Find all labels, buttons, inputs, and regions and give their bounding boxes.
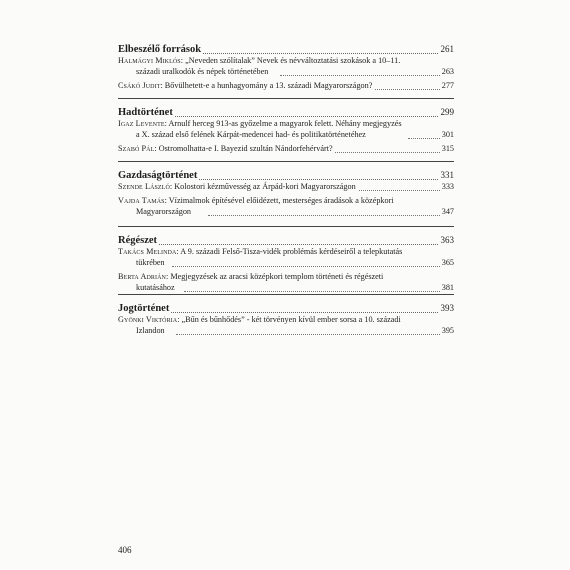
dot-leader [176,334,454,335]
toc-entry [118,315,454,337]
entry-title-line2: Izlandon [136,326,165,335]
toc-entry [118,144,454,155]
entry-title-line2: a X. század első felének Kárpát-medencei had- és politikatörténetéhez [136,130,366,139]
entry-author: Takács Melinda [118,247,177,256]
page-number: 406 [118,545,132,555]
section-regeszet [118,234,454,294]
section-jogtortenet [118,302,454,337]
toc-entry [118,272,454,294]
entry-page-number: 381 [441,282,454,292]
entry-author: Vajda Tamás [118,196,165,205]
section-page-number: 393 [440,303,454,313]
section-title: Hadtörténet [118,107,173,118]
entry-page-number: 333 [441,182,454,192]
section-page-number: 331 [440,170,454,180]
dot-leader [280,75,454,76]
toc-entry [118,196,454,218]
entry-title-line1: : Arnulf herceg 913-as győzelme a magyarok felett. Néhány megjegyzés [164,119,402,128]
section-page-number: 299 [440,107,454,117]
section-divider [118,294,454,295]
entry-title-line1: : Bővülhetett-e a hunhagyomány a 13. századi Magyarországon? [160,80,373,90]
section-page-number: 363 [440,235,454,245]
entry-title-line1: : Kolostori kézművesség az Árpád-kori Magyarországon [169,182,356,191]
entry-title-line1: : Ostromolhatta-e I. Bayezid szultán Nándorfehérvárt? [154,143,333,153]
dot-leader [208,215,454,216]
entry-title-line1: : „Bűn és bűnhődés” - két törvényen kívül ember sorsa a 10. századi [177,315,401,324]
entry-author: Igaz Levente [118,119,165,128]
section-heading [118,106,454,119]
section-divider [118,98,454,99]
toc-entry [118,56,454,78]
toc-entry [118,119,454,141]
entry-page-number: 315 [441,144,454,153]
entry-title-line1: : Megjegyzések az aracsi középkori templom történeti és régészeti [166,271,384,281]
section-heading [118,302,454,315]
dot-leader [118,244,454,245]
entry-title-line2: Magyarországon [136,207,192,216]
entry-page-number: 277 [441,81,454,90]
section-page-number: 261 [440,44,454,54]
toc-entry [118,81,454,92]
entry-author: Szende László [118,182,170,191]
section-heading [118,169,454,182]
section-divider [118,226,454,227]
entry-page-number: 263 [441,67,454,76]
entry-title-line1: : A 9. századi Felső-Tisza-vidék problémás kérdéseiről a telepkutatás [176,247,403,256]
section-gazdasagtortenet [118,169,454,218]
entry-title-line1: : Vízimalmok építésével előidézett, mesterséges áradások a középkori [164,196,394,205]
section-divider [118,161,454,162]
toc-entry [118,182,454,193]
entry-title-line2: századi uralkodók és népek történetében [136,67,269,76]
section-heading [118,234,454,247]
entry-page-number: 301 [441,130,454,139]
section-elbeszelo-forrasok [118,43,454,92]
entry-author: Halmágyi Miklós [118,56,181,65]
section-hadtortenet [118,106,454,155]
entry-author: Szabó Pál [118,143,155,153]
section-title: Gazdaságtörténet [118,170,198,181]
entry-author: Gyönki Viktória [118,315,178,324]
entry-author: Berta Adrián [118,271,166,281]
entry-page-number: 365 [441,258,454,267]
entry-page-number: 395 [441,326,454,335]
section-title: Régészet [118,235,158,246]
dot-leader [172,266,454,267]
entry-title-line2: kutatásához [136,282,175,292]
entry-page-number: 347 [441,207,454,216]
entry-title-line2: tükrében [136,258,165,267]
entry-title-line1: : „Neveden szólítalak” Nevek és névváltoztatási szokások a 10–11. [180,56,401,65]
entry-author: Csákó Judit [118,80,161,90]
dot-leader [184,291,454,292]
section-title: Jogtörténet [118,303,170,314]
toc-entry [118,247,454,269]
section-title: Elbeszélő források [118,44,202,55]
section-heading [118,43,454,56]
